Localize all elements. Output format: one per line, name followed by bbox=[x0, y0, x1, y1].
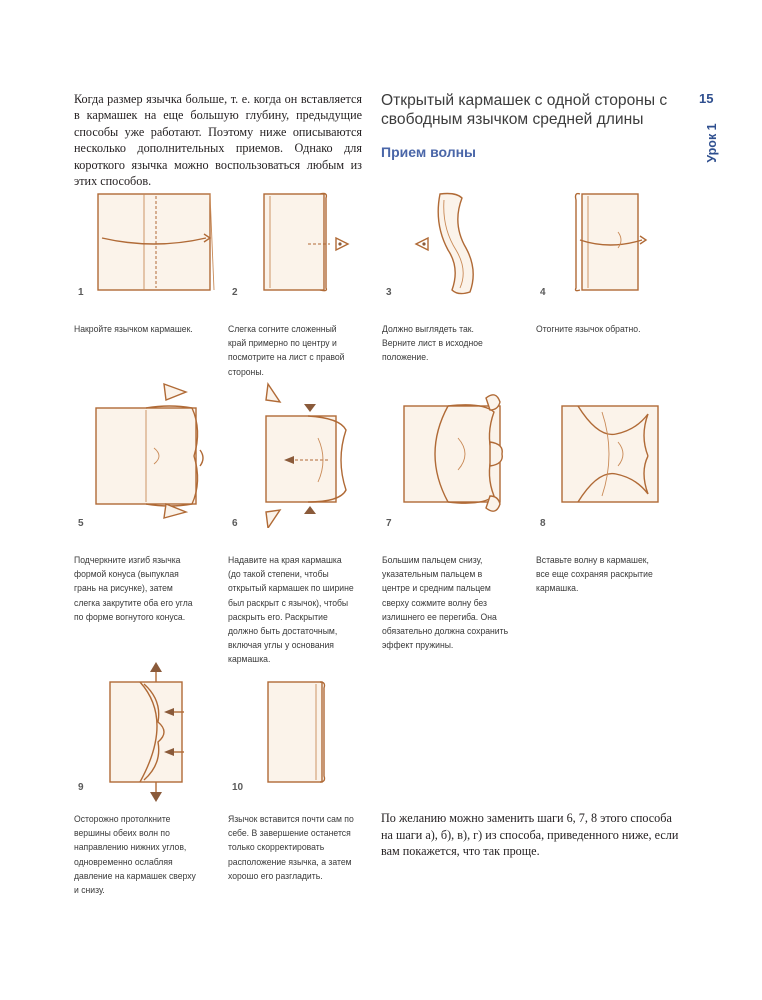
step-10-number: 10 bbox=[232, 782, 244, 793]
step-2-illustration bbox=[228, 188, 373, 300]
step-4-caption: Отогните язычок обратно. bbox=[536, 323, 641, 334]
step-9-illustration bbox=[74, 660, 219, 805]
step-8-illustration bbox=[536, 378, 681, 528]
step-8-caption: Вставьте волну в кармашек, все еще сохраняя раскрытие кармашка. bbox=[536, 554, 653, 594]
step-3-number: 3 bbox=[386, 287, 392, 298]
step-7-illustration bbox=[382, 378, 527, 528]
step-1-illustration bbox=[74, 188, 219, 300]
step-4-number: 4 bbox=[540, 287, 546, 298]
step-5-illustration bbox=[74, 378, 219, 528]
step-3-illustration bbox=[382, 188, 527, 300]
section-title: Открытый кармашек с одной стороны с свободным язычком средней длины bbox=[381, 92, 668, 128]
step-8-number: 8 bbox=[540, 518, 546, 529]
step-6-illustration bbox=[228, 378, 373, 528]
step-10-caption: Язычок вставится почти сам по себе. В завершение останется только скорректировать расположение язычка, а затем хорошо его разгладить. bbox=[228, 813, 354, 881]
intro-paragraph: Когда размер язычка больше, т. е. когда он вставляется в кармашек на еще большую глубину, предыдущие способы уже работают. Поэтому ниже описываются несколько дополнительных приемов. Однако для короткого язычка можно воспользоваться любым из этих способов. bbox=[74, 92, 362, 189]
closing-note: По желанию можно заменить шаги 6, 7, 8 этого способа на шаги а), б), в), г) из способа, приведенного ниже, если вам покажется, что так проще. bbox=[381, 811, 679, 858]
step-7-number: 7 bbox=[386, 518, 392, 529]
step-1-number: 1 bbox=[78, 287, 84, 298]
subsection-title: Прием волны bbox=[381, 144, 476, 160]
step-9-number: 9 bbox=[78, 782, 84, 793]
step-3-caption: Должно выглядеть так. Верните лист в исходное положение. bbox=[382, 323, 483, 363]
step-7-caption: Большим пальцем снизу, указательным пальцем в центре и средним пальцем сверху сожмите волну без излишнего ее перегиба. Она обязательно должна сохранить эффект пружины. bbox=[382, 554, 509, 651]
step-2-caption: Слегка согните сложенный край примерно по центру и посмотрите на лист с правой стороны. bbox=[228, 323, 345, 377]
step-5-caption: Подчеркните изгиб язычка формой конуса (выпуклая грань на рисунке), затем слегка закрутите оба его угла по форме вогнутого конуса. bbox=[74, 554, 193, 622]
step-1-caption: Накройте язычком кармашек. bbox=[74, 323, 193, 334]
lesson-label: Урок 1 bbox=[705, 123, 719, 163]
page-number: 15 bbox=[699, 91, 714, 106]
step-6-caption: Надавите на края кармашка (до такой степени, чтобы открытый кармашек по ширине был раскрыт с язычок), чтобы раскрыть его. Раскрытие должно быть достаточным, включая углы у основания кармашка. bbox=[228, 554, 354, 665]
step-4-illustration bbox=[536, 188, 681, 300]
step-5-number: 5 bbox=[78, 518, 84, 529]
step-10-illustration bbox=[228, 660, 373, 805]
lesson-tab bbox=[704, 112, 720, 174]
step-6-number: 6 bbox=[232, 518, 238, 529]
step-2-number: 2 bbox=[232, 287, 238, 298]
step-9-caption: Осторожно протолкните вершины обеих волн по направлению нижних углов, одновременно ослабляя давление на кармашек сверху и снизу. bbox=[74, 813, 196, 896]
